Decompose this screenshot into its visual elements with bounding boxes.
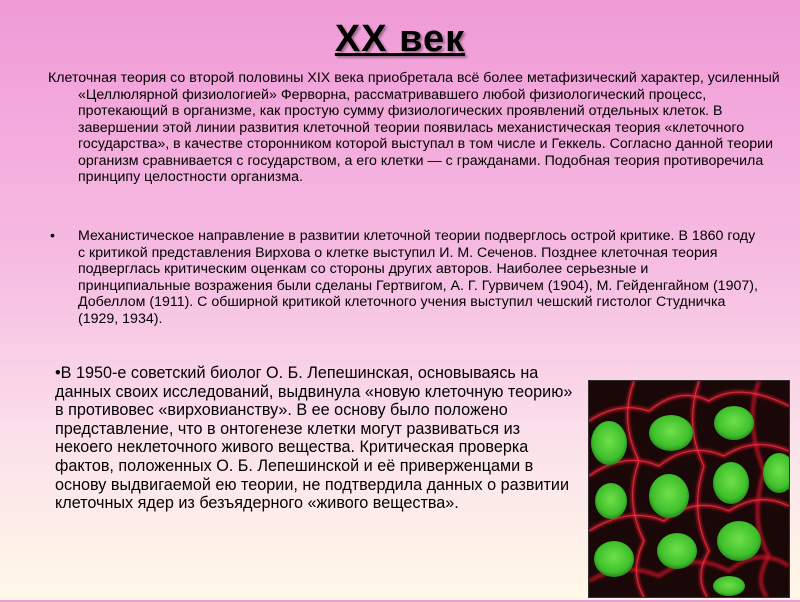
bullet-icon: • xyxy=(50,228,55,244)
slide-title: XX век xyxy=(334,18,466,60)
cell-microscopy-image xyxy=(588,380,790,598)
paragraph-criticism: Механистическое направление в развитии клеточной теории подверглось острой критике. В 1860 году с критикой представления Вирхова о клетке выступил И. М. Сеченов. Позднее клеточная теория подверглась критическим оценкам со стороны других авторов. Наиболее серьезные и принципиальные возражения были сделаны Гертвигом, А. Г. Гурвичем (1904), М. Гейденгайном (1907), Добеллом (1911). С обширной критикой клеточного учения выступил чешский гистолог Студничка (1929, 1934). xyxy=(78,228,758,327)
paragraph-cell-theory-19th-century: Клеточная теория со второй половины XIX века приобретала всё более метафизический характер, усиленный «Целлюлярной физиологией» Ферворна, рассматривавшего любой физиологический процесс, протекающий в организме, как простую сумму физиологических проявлений отдельных клеток. В завершении этой линии развития клеточной теории появилась механистическая теория «клеточного государства», в качестве сторонником которой выступал в том числе и Геккель. Согласно данной теории организм сравнивается с государством, а его клетки — с гражданами. Подобная теория противоречила принципу целостности организма. xyxy=(48,70,780,185)
bullet-item-criticism xyxy=(48,228,760,327)
paragraph-lepeshinskaya: •В 1950-е советский биолог О. Б. Лепешинская, основываясь на данных своих исследований, выдвинула «новую клеточную теорию» в противовес «вирховианству». В ее основу было положено представление, что в онтогенезе клетки могут развиваться из некоего неклеточного живого вещества. Критическая проверка фактов, положенных О. Б. Лепешинской и её приверженцами в основу выдвигаемой ею теории, не подтвердила данных о развитии клеточных ядер из безъядерного «живого вещества». xyxy=(55,364,573,513)
